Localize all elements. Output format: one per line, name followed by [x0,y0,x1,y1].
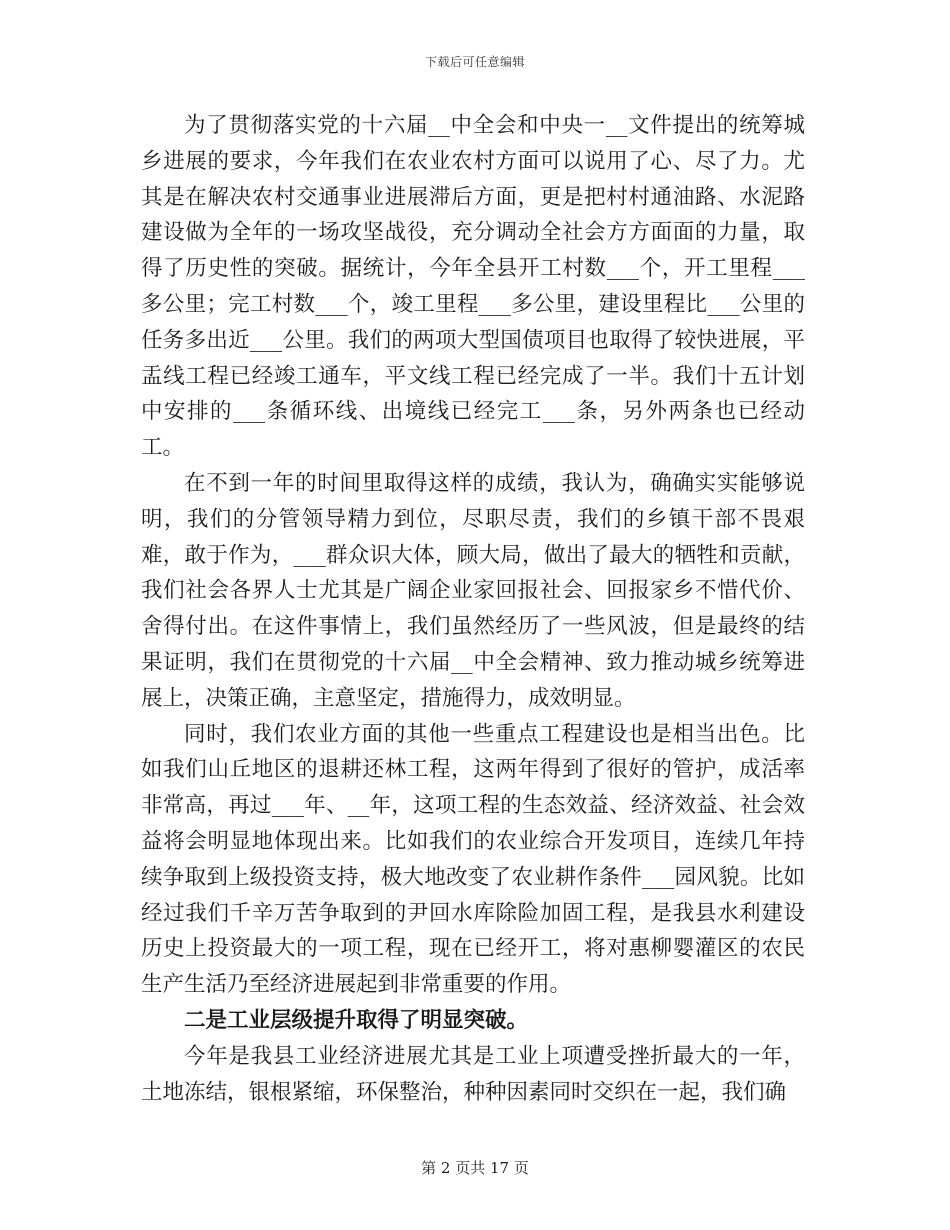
paragraph: 为了贯彻落实党的十六届__中全会和中央一__文件提出的统筹城乡进展的要求，今年我们在农业农村方面可以说用了心、尽了力。尤其是在解决农村交通事业进展滞后方面，更是把村村通油路、水泥路建设做为全年的一场攻坚战役，充分调动全社会方方面面的力量，取得了历史性的突破。据统计，今年全县开工村数___个，开工里程___多公里；完工村数___个，竣工里程___多公里，建设里程比___公里的任务多出近___公里。我们的两项大型国债项目也取得了较快进展，平盂线工程已经竣工通车，平文线工程已经完成了一半。我们十五计划中安排的___条循环线、出境线已经完工___条，另外两条也已经动工。 [141,113,805,461]
paragraph: 今年是我县工业经济进展尤其是工业上项遭受挫折最大的一年，土地冻结，银根紧缩，环保整治，种种因素同时交织在一起，我们确 [141,1043,805,1105]
paragraph: 同时，我们农业方面的其他一些重点工程建设也是相当出色。比如我们山丘地区的退耕还林工程，这两年得到了很好的管护，成活率非常高，再过___年、__年，这项工程的生态效益、经济效益、社会效益将会明显地体现出来。比如我们的农业综合开发项目，连续几年持续争取到上级投资支持，极大地改变了农业耕作条件___园风貌。比如经过我们千辛万苦争取到的尹回水库除险加固工程，是我县水利建设历史上投资最大的一项工程，现在已经开工，将对惠柳婴灌区的农民生产生活乃至经济进展起到非常重要的作用。 [141,721,805,998]
paragraph: 在不到一年的时间里取得这样的成绩，我认为，确确实实能够说明，我们的分管领导精力到位，尽职尽责，我们的乡镇干部不畏艰难，敢于作为，___群众识大体，顾大局，做出了最大的牺牲和贡献，我们社会各界人士尤其是广阔企业家回报社会、回报家乡不惜代价、舍得付出。在这件事情上，我们虽然经历了一些风波，但是最终的结果证明，我们在贯彻党的十六届__中全会精神、致力推动城乡统筹进展上，决策正确，主意坚定，措施得力，成效明显。 [141,470,805,711]
document-body [141,108,805,1110]
page-footer: 第 2 页共 17 页 [421,1159,529,1177]
section-heading: 二是工业层级提升取得了明显突破。 [184,1007,529,1033]
page-header: 下载后可任意编辑 [424,55,525,69]
